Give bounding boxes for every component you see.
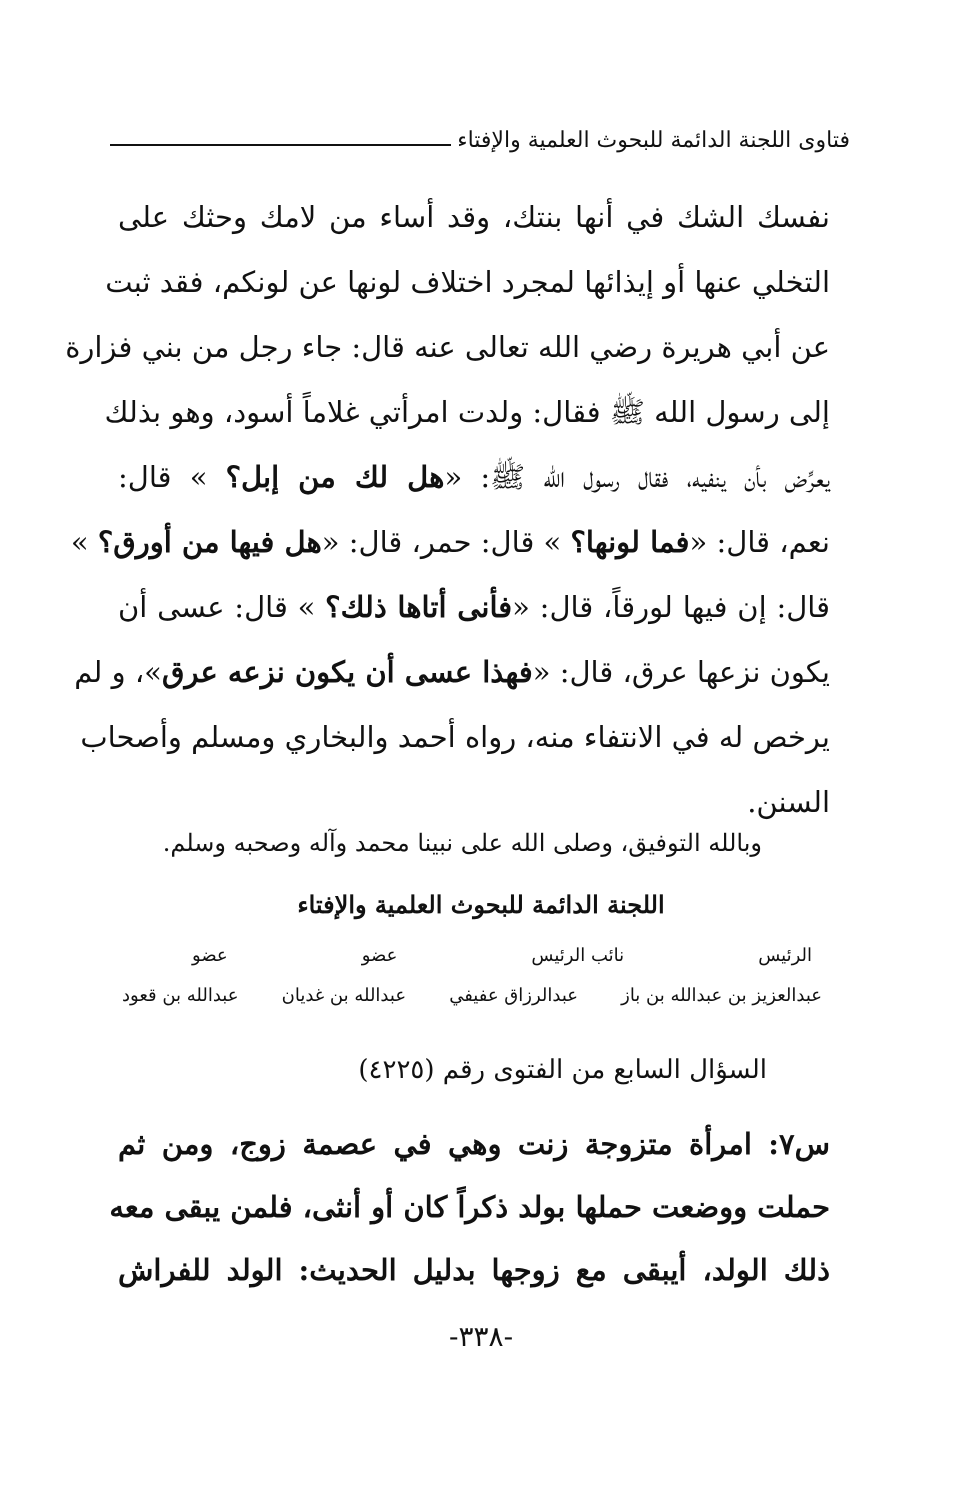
text-segment: » <box>70 525 98 559</box>
committee-members <box>122 985 822 1006</box>
answer-line-4: إلى رسول الله ﷺ فقال: ولدت امرأتي غلاماً أسود، وهو بذلك <box>104 395 830 429</box>
answer-line-8 <box>74 640 830 705</box>
role-chairman: الرئيس <box>758 945 812 966</box>
answer-line-3: عن أبي هريرة رضي الله تعالى عنه قال: جاء رجل من بني فزارة <box>65 330 830 364</box>
hadith-quote: هل لك من إبل؟ <box>225 460 445 494</box>
answer-line-10: السنن. <box>747 785 830 819</box>
text-segment: »، و لم <box>74 655 162 689</box>
question-heading: السؤال السابع من الفتوى رقم (٤٢٢٥) <box>358 1055 767 1085</box>
role-member: عضو <box>192 945 228 966</box>
answer-line-6 <box>70 510 830 575</box>
page-number: -٣٣٨- <box>448 1320 514 1353</box>
hadith-quote: فهذا عسى أن يكون نزعه عرق <box>161 655 533 689</box>
hadith-quote: فما لونها؟ <box>570 525 690 559</box>
header-rule <box>110 144 451 146</box>
committee-roles <box>192 945 812 966</box>
text-segment: يعرِّض بأن ينفيه، فقال رسول الله ﷺ: « <box>444 460 830 494</box>
fatwa-answer-paragraph <box>65 185 830 835</box>
role-vice-chairman: نائب الرئيس <box>531 945 625 966</box>
answer-line-1: نفسك الشك في أنها بنتك، وقد أساء من لامك وحثك على <box>118 200 830 234</box>
header-title: فتاوى اللجنة الدائمة للبحوث العلمية والإفتاء <box>457 128 850 153</box>
role-member: عضو <box>361 945 398 966</box>
hadith-quote: فأنى أتاها ذلك؟ <box>325 590 513 624</box>
member-name: عبدالله بن غديان <box>281 985 407 1006</box>
answer-line-2: التخلي عنها أو إيذائها لمجرد اختلاف لونها عن لونكم، فقد ثبت <box>105 265 830 299</box>
member-name: عبدالله بن قعود <box>122 985 239 1006</box>
answer-line-9: يرخص له في الانتفاء منه، رواه أحمد والبخاري ومسلم وأصحاب <box>80 720 830 754</box>
hadith-quote: هل فيها من أورق؟ <box>97 525 322 559</box>
closing-line: وبالله التوفيق، وصلى الله على نبينا محمد وآله وصحبه وسلم. <box>162 829 762 857</box>
question-line-1: س٧: امرأة متزوجة زنت وهي في عصمة زوج، ومن ثم <box>118 1127 830 1161</box>
text-segment: » قال: <box>118 460 226 494</box>
text-segment: » قال: عسى أن <box>118 590 326 624</box>
question-text <box>109 1113 830 1302</box>
text-segment: نعم، قال: « <box>689 525 830 559</box>
text-segment: يكون نزعها عرق، قال: « <box>532 655 830 689</box>
member-name: عبدالرزاق عفيفي <box>449 985 578 1006</box>
answer-line-7 <box>118 575 830 640</box>
member-name: عبدالعزيز بن عبدالله بن باز <box>621 985 822 1006</box>
committee-name: اللجنة الدائمة للبحوث العلمية والإفتاء <box>297 890 665 919</box>
text-segment: قال: إن فيها لورقاً، قال: « <box>512 590 830 624</box>
answer-line-5 <box>118 445 830 510</box>
question-line-3: ذلك الولد، أيبقى مع زوجها بدليل الحديث: الولد للفراش <box>118 1253 830 1287</box>
page-header <box>110 128 850 153</box>
question-line-2: حملت ووضعت حملها بولد ذكراً كان أو أنثى، فلمن يبقى معه <box>109 1190 830 1224</box>
text-segment: » قال: حمر، قال: « <box>321 525 571 559</box>
